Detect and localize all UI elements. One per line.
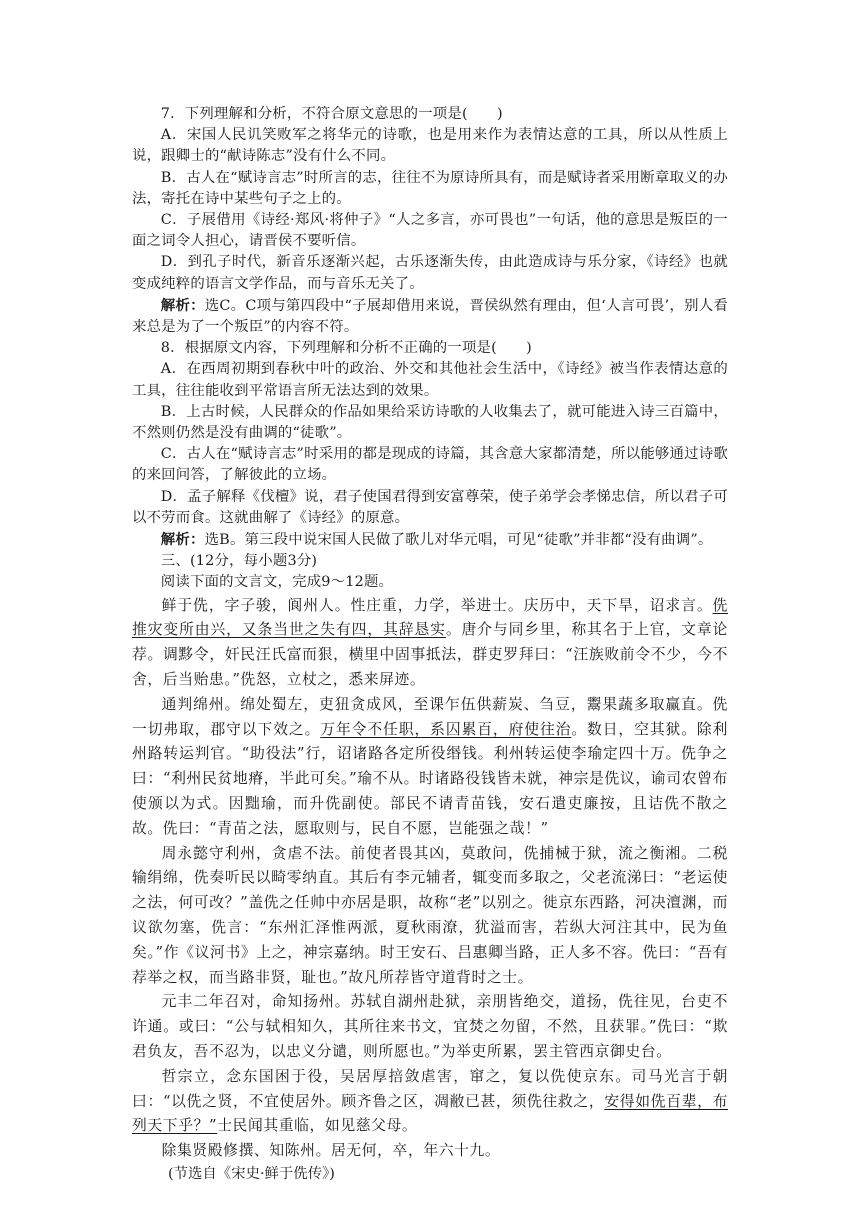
- passage-paragraph-1: [132, 594, 728, 693]
- passage-paragraph-4: 元丰二年召对，命知扬州。苏轼自湖州赴狱，亲朋皆绝交，道扬，侁往见，台吏不许通。或曰：“公与轼相知久，其所往来书文，宜焚之勿留，不然，且获罪。”侁曰：“欺君负友，吾不忍为，以忠义分谴，则所愿也。”为举吏所累，罢主管西京御史台。: [132, 993, 728, 1061]
- passage-text: 鲜于侁，字子骏，阆州人。性庄重，力学，举进士。庆历中，天下旱，诏求言。: [161, 596, 713, 614]
- question-7-option-b: B．古人在“赋诗言志”时所言的志，往往不为原诗所具有，而是赋诗者采用断章取义的办法，寄托在诗中某些句子之上的。: [132, 169, 728, 207]
- answer-label: 解析：: [160, 296, 205, 314]
- passage-text: 哲宗立，念东国困于役，吴居厚掊敛虐害，窜之，复以侁使京东。司马光言于朝曰：“以侁之贤，不宜使居外。顾齐鲁之区，凋敝已甚，须侁往救之，: [132, 1067, 728, 1110]
- underlined-sentence: 侁推灾变所由兴，又条当世之失有四，其辞恳实: [132, 596, 728, 639]
- passage-text: 。数日，空其狱。除利州路转运判官。“助役法”行，诏诸路各定所役缗钱。利州转运使李瑜定四十万。侁争之曰：“利州民贫地瘠，半此可矣。”瑜不从。时诸路役钱皆未就，神宗是侁议，谕司农曾布使颁以为式。因黜瑜，而升侁副使。部民不请青苗钱，安石遣吏廉按，且诘侁不散之故。侁曰：“青苗之法，愿取则与，民自不愿，岂能强之哉！”: [132, 720, 728, 837]
- passage-text: 。唐介与同乡里，称其名于上官，文章论荐。调黟令，奸民汪氏富而狠，横里中固事抵法，群吏罗拜曰：“汪族败前令不少，今不舍，后当贻患。”侁怒，立杖之，悉来屏迹。: [132, 621, 728, 689]
- question-7-option-a: A．宋国人民讥笑败军之将华元的诗歌，也是用来作为表情达意的工具，所以从性质上说，跟卿士的“献诗陈志”没有什么不同。: [132, 127, 728, 165]
- passage-text: 通判绵州。绵处蜀左，吏狃贪成风，至课乍伍供薪炭、刍豆，鬻果蔬多取赢直。侁一切弗取，郡守以下效之。: [132, 695, 728, 738]
- passage-text: 士民闻其重临，如见慈父母。: [217, 1117, 418, 1135]
- underlined-sentence: 安得如侁百辈，布列天下乎？”: [132, 1092, 728, 1135]
- section-heading: 三、(12分，每小题3分): [160, 553, 318, 570]
- question-7-option-d: D．到孔子时代，新音乐逐渐兴起，古乐逐渐失传，由此造成诗与乐分家，《诗经》也就变成纯粹的语言文学作品，而与音乐无关了。: [132, 254, 728, 292]
- question-8-option-c: C．古人在“赋诗言志”时采用的都是现成的诗篇，其含意大家都清楚，所以能够通过诗歌的来回问答，了解彼此的立场。: [132, 446, 728, 484]
- underlined-sentence: 万年令不任职，系囚累百，府使往治: [320, 720, 572, 738]
- question-8-option-d: D．孟子解释《伐檀》说，君子使国君得到安富尊荣，使子弟学会孝悌忠信，所以君子可以不劳而食。这就曲解了《诗经》的原意。: [132, 488, 728, 526]
- passage-paragraph-6: 除集贤殿修撰、知陈州。居无何，卒，年六十九。: [161, 1142, 501, 1160]
- passage-paragraph-5: [132, 1065, 728, 1139]
- question-8-option-a: A．在西周初期到春秋中叶的政治、外交和其他社会生活中，《诗经》被当作表情达意的工具，往往能收到平常语言所无法达到的效果。: [132, 361, 728, 399]
- answer-text: 选B。第三段中说宋国人民做了歌儿对华元唱，可见“徒歌”并非都“没有曲调”。: [204, 532, 713, 549]
- question-7-answer: [132, 295, 728, 338]
- section-instruction: 阅读下面的文言文，完成9～12题。: [160, 574, 394, 591]
- question-8-answer: [132, 529, 728, 551]
- question-7-option-c: C．子展借用《诗经·郑风·将仲子》“人之多言，亦可畏也”一句话，他的意思是叛臣的一面之词令人担心，请晋侯不要听信。: [132, 212, 728, 250]
- question-7-stem: 7．下列理解和分析，不符合原文意思的一项是( ): [160, 106, 503, 122]
- answer-label: 解析：: [160, 531, 205, 549]
- passage-paragraph-3: 周永懿守利州，贪虐不法。前使者畏其凶，莫敢问，侁捕械于狱，流之衡湘。二税输绢绵，侁奏听民以畸零纳直。其后有李元辅者，辄变而多取之，父老流涕曰：“老运使之法，何可改？”盖侁之任帅中亦居是职，故称“老”以别之。徙京东西路，河决澶渊，而议欲勿塞，侁言：“东州汇泽惟两派，夏秋雨潦，犹溢而害，若纵大河注其中，民为鱼矣。”作《议河书》上之，神宗嘉纳。时王安石、吕惠卿当路，正人多不容。侁曰：“吾有荐举之权，而当路非贤，耻也。”故凡所荐皆守道背时之士。: [132, 844, 728, 986]
- question-8-option-b: B．上古时候，人民群众的作品如果给采访诗歌的人收集去了，就可能进入诗三百篇中，不然则仍然是没有曲调的“徒歌”。: [132, 403, 728, 442]
- question-8-stem: 8．根据原文内容，下列理解和分析不正确的一项是( ): [160, 340, 532, 357]
- document-page: [132, 104, 728, 1185]
- passage-source: (节选自《宋史·鲜于侁传》): [168, 1166, 335, 1182]
- answer-text: 选C。C项与第四段中“子展却借用来说，晋侯纵然有理由，但‘人言可畏’，别人看来总是为了一个叛臣”的内容不符。: [132, 297, 728, 336]
- passage-paragraph-2: [132, 693, 728, 842]
